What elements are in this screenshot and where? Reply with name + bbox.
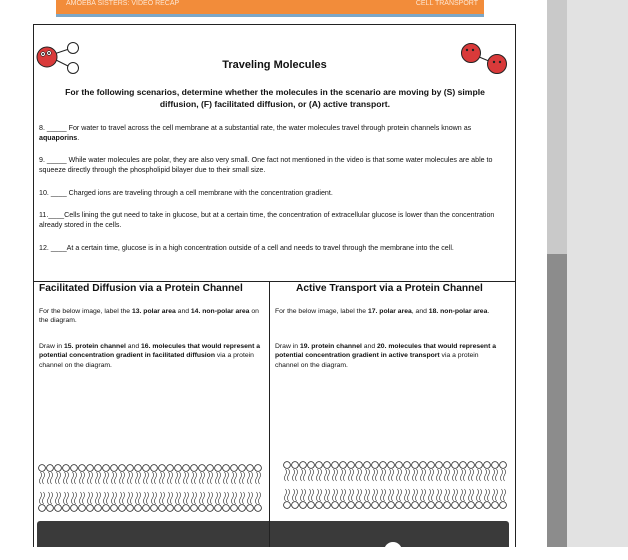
question-9: 9. _____ While water molecules are polar, they are also very small. One fact not mentioned in the video is that some water molecules are able to squeeze directly through the phospholipid bilayer due to their small size. bbox=[39, 156, 493, 174]
right-panel-draw-instructions: Draw in 19. protein channel and 20. molecules that would represent a potential concentration gradient in active transport via a protein channel on the diagram. bbox=[275, 343, 496, 369]
section-divider bbox=[33, 281, 516, 282]
phospholipid-bilayer-icon bbox=[283, 460, 511, 510]
left-panel-heading: Facilitated Diffusion via a Protein Channel bbox=[39, 283, 243, 294]
header-banner bbox=[56, 0, 484, 14]
banner-left-text: AMOEBA SISTERS: VIDEO RECAP bbox=[66, 0, 180, 7]
phospholipid-bilayer-icon bbox=[38, 463, 266, 513]
video-player-divider bbox=[269, 521, 270, 547]
question-12: 12. ____At a certain time, glucose is in a high concentration outside of a cell and needs to travel through the membrane into the cell. bbox=[39, 244, 454, 252]
banner-underline bbox=[56, 14, 484, 17]
worksheet-instructions: For the following scenarios, determine whether the molecules in the scenario are moving by (S) simple diffusion, (F) facilitated diffusion, or (A) active transport. bbox=[65, 87, 485, 109]
question-8: 8. _____ For water to travel across the cell membrane at a substantial rate, the water molecules travel through protein channels known as aquaporins. bbox=[39, 124, 472, 142]
worksheet-title: Traveling Molecules bbox=[222, 59, 327, 71]
right-panel-heading: Active Transport via a Protein Channel bbox=[296, 283, 483, 294]
video-player-bar[interactable] bbox=[37, 521, 509, 547]
column-divider bbox=[269, 281, 270, 547]
banner-right-text: CELL TRANSPORT bbox=[415, 0, 478, 7]
video-play-indicator[interactable] bbox=[384, 542, 402, 560]
left-panel-label-instructions: For the below image, label the 13. polar area and 14. non-polar area on the diagram. bbox=[39, 308, 259, 325]
left-panel-draw-instructions: Draw in 15. protein channel and 16. molecules that would represent a potential concentration gradient in facilitated diffusion via a protein channel on the diagram. bbox=[39, 343, 260, 369]
question-11: 11.____Cells lining the gut need to take in glucose, but at a certain time, the concentration of extracellular glucose is lower than the concentration already stored in the cells. bbox=[39, 211, 495, 229]
scrollbar-thumb[interactable] bbox=[547, 254, 567, 547]
right-panel-label-instructions: For the below image, label the 17. polar area, and 18. non-polar area. bbox=[275, 308, 490, 315]
question-10: 10. ____ Charged ions are traveling through a cell membrane with the concentration gradient. bbox=[39, 189, 333, 197]
